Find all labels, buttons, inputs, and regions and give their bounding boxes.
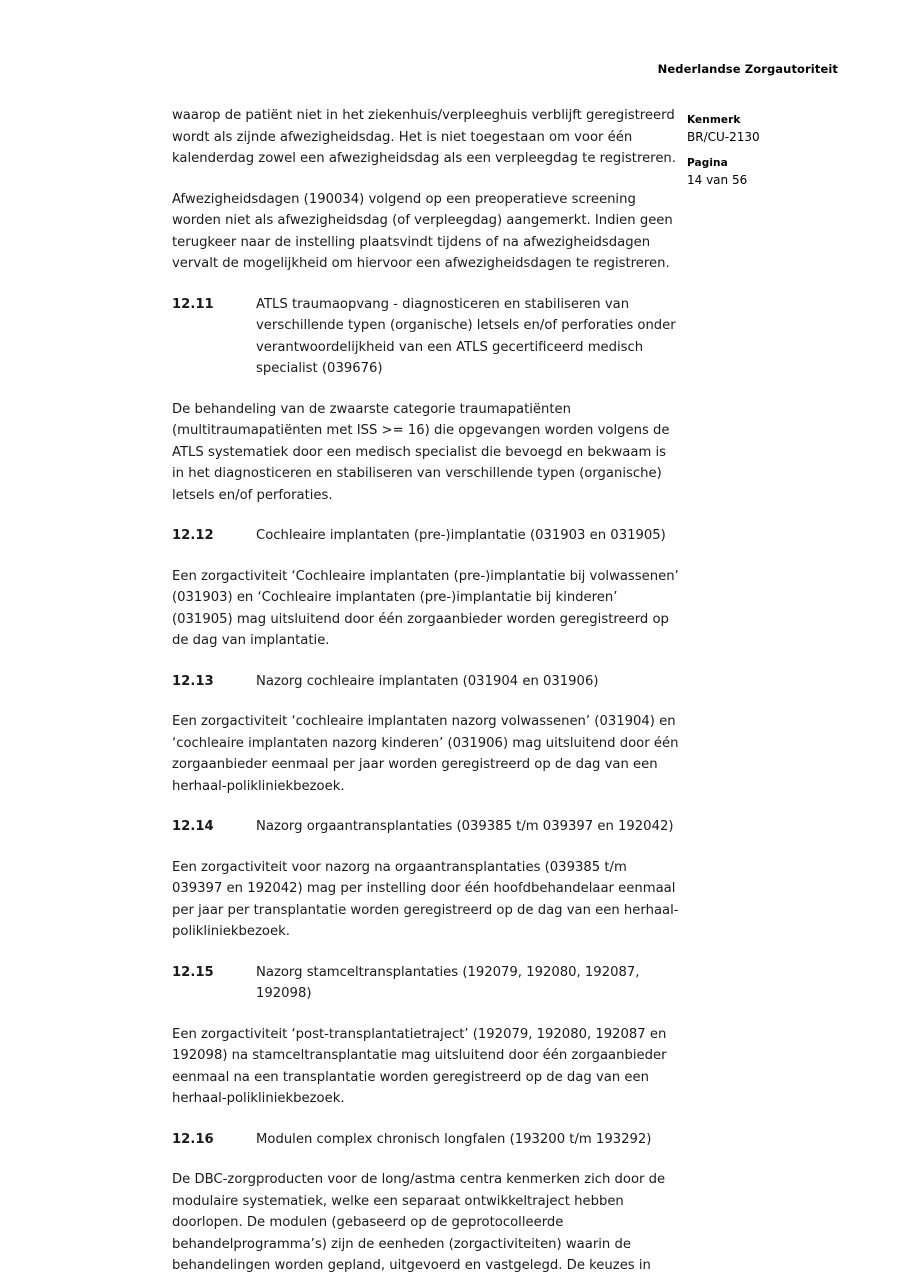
- organization-name: Nederlandse Zorgautoriteit: [657, 62, 838, 76]
- pagina-value: 14 van 56: [687, 173, 748, 187]
- paragraph: Een zorgactiviteit voor nazorg na orgaantransplantaties (039385 t/m 039397 en 192042) mag per instelling door één hoofdbehandelaar eenmaal per jaar per transplantatie worden geregistreerd op de dag van een herhaal-polikliniekbezoek.: [172, 859, 679, 939]
- paragraph: De behandeling van de zwaarste categorie traumapatiënten (multitraumapatiënten met ISS >= 16) die opgevangen worden volgens de ATLS systematiek door een medisch specialist die bevoegd en bekwaam is in het diagnosticeren en stabiliseren van verschillende typen (organische) letsels en/of perforaties.: [172, 401, 670, 503]
- kenmerk-label: Kenmerk: [687, 114, 741, 126]
- section-number: 12.13: [172, 673, 214, 689]
- section-heading: [172, 962, 680, 1005]
- paragraph: waarop de patiënt niet in het ziekenhuis/verpleeghuis verblijft geregistreerd wordt als zijnde afwezigheidsdag. Het is niet toegestaan om voor één kalenderdag zowel een afwezigheidsdag als een verpleegdag te registreren.: [172, 108, 676, 166]
- section-title: Nazorg orgaantransplantaties (039385 t/m 039397 en 192042): [256, 819, 674, 834]
- section-title: Nazorg cochleaire implantaten (031904 en 031906): [256, 673, 599, 689]
- section-title: Nazorg stamceltransplantaties (192079, 192080, 192087, 192098): [256, 964, 640, 1001]
- section-title: ATLS traumaopvang - diagnosticeren en stabiliseren van verschillende typen (organische) letsels en/of perforaties onder verantwoordelijkheid van een ATLS gecertificeerd medisch specialist (039676): [256, 296, 676, 376]
- section-heading: [172, 294, 680, 380]
- paragraph: Een zorgactiviteit ‘cochleaire implantaten nazorg volwassenen’ (031904) en ‘cochleaire implantaten nazorg kinderen’ (031906) mag uitsluitend door één zorgaanbieder eenmaal per jaar worden geregistreerd op de dag van een herhaal-polikliniekbezoek.: [172, 714, 679, 794]
- paragraph: Een zorgactiviteit ‘post-transplantatietraject’ (192079, 192080, 192087 en 192098) na stamceltransplantatie mag uitsluitend door één zorgaanbieder eenmaal na een transplantatie worden geregistreerd op de dag van een herhaal-polikliniekbezoek.: [172, 1026, 667, 1106]
- paragraph: Een zorgactiviteit ‘Cochleaire implantaten (pre-)implantatie bij volwassenen’ (031903) en ‘Cochleaire implantaten (pre-)implantatie bij kinderen’ (031905) mag uitsluitend door één zorgaanbieder worden geregistreerd op de dag van implantatie.: [172, 568, 679, 648]
- section-heading: [172, 816, 680, 838]
- paragraph: Afwezigheidsdagen (190034) volgend op een preoperatieve screening worden niet als afwezigheidsdag (of verpleegdag) aangemerkt. Indien geen terugkeer naar de instelling plaatsvindt tijdens of na afwezigheidsdagen vervalt de mogelijkheid om hiervoor een afwezigheidsdagen te registreren.: [172, 191, 673, 271]
- page-content: [172, 105, 680, 1273]
- document-metadata: [687, 112, 867, 198]
- section-heading: [172, 525, 680, 547]
- pagina-label: Pagina: [687, 157, 728, 169]
- section-number: 12.15: [172, 964, 214, 980]
- section-number: 12.14: [172, 819, 214, 834]
- section-number: 12.16: [172, 1131, 214, 1147]
- section-heading: [172, 671, 680, 693]
- section-heading: [172, 1129, 680, 1151]
- section-title: Modulen complex chronisch longfalen (193200 t/m 193292): [256, 1131, 652, 1147]
- section-number: 12.11: [172, 296, 214, 312]
- section-title: Cochleaire implantaten (pre-)implantatie (031903 en 031905): [256, 528, 666, 543]
- paragraph: De DBC-zorgproducten voor de long/astma centra kenmerken zich door de modulaire systematiek, welke een separaat ontwikkeltraject hebben doorlopen. De modulen (gebaseerd op de geprotocolleerde behandelprogramma’s) zijn de eenheden (zorgactiviteiten) waarin de behandelingen worden gepland, uitgevoerd en vastgelegd. De keuzes in: [172, 1172, 666, 1273]
- kenmerk-value: BR/CU-2130: [687, 130, 760, 144]
- section-number: 12.12: [172, 528, 214, 543]
